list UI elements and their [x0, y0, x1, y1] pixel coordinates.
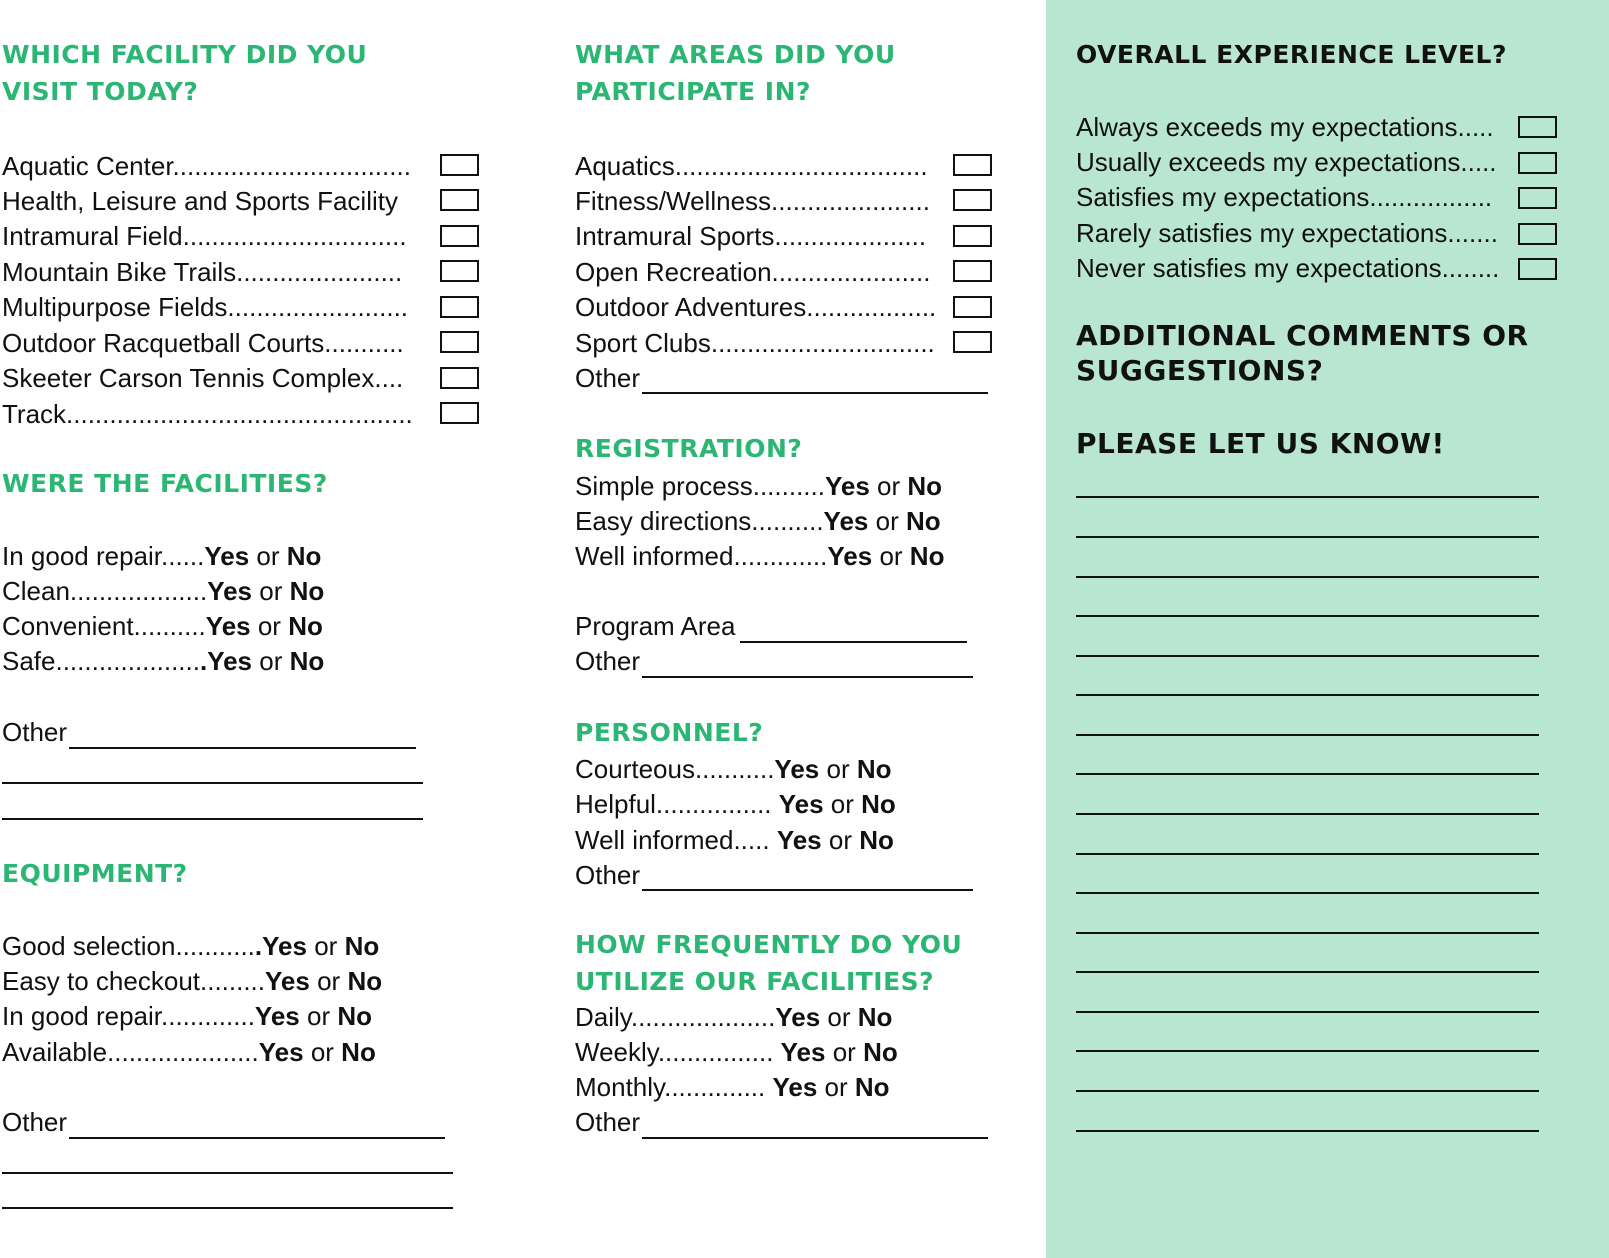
comment-line[interactable]: [1076, 892, 1539, 894]
registration-other-label: Other: [575, 646, 641, 676]
comment-line[interactable]: [1076, 536, 1539, 538]
frequency-heading-line-1: HOW FREQUENTLY DO YOU: [575, 930, 963, 959]
no-option[interactable]: No: [337, 1001, 373, 1031]
facility-heading-line-2: VISIT TODAY?: [2, 77, 199, 106]
yes-option[interactable]: Yes: [775, 1002, 821, 1032]
experience-checkbox-always[interactable]: [1518, 116, 1557, 138]
facility-heading: [2, 36, 367, 110]
frequency-heading-line-2: UTILIZE OUR FACILITIES?: [575, 967, 935, 996]
comment-line[interactable]: [1076, 576, 1539, 578]
comment-line[interactable]: [1076, 496, 1539, 498]
frequency-row: Daily....................Yes or No: [575, 1002, 893, 1032]
no-option[interactable]: No: [289, 646, 325, 676]
experience-checkbox-satisfies[interactable]: [1518, 187, 1557, 209]
facilities-other-label: Other: [2, 717, 68, 747]
areas-other-line[interactable]: [642, 392, 988, 394]
comment-line[interactable]: [1076, 615, 1539, 617]
area-item-label: Open Recreation......................: [575, 257, 931, 287]
area-item-label: Outdoor Adventures..................: [575, 292, 937, 322]
registration-row: Simple process..........Yes or No: [575, 471, 943, 501]
area-item-label: Fitness/Wellness......................: [575, 186, 930, 216]
comment-line[interactable]: [1076, 773, 1539, 775]
personnel-row: Courteous...........Yes or No: [575, 754, 892, 784]
facility-checkbox-racquetball[interactable]: [440, 331, 479, 353]
facilities-other-line[interactable]: [2, 818, 423, 820]
equipment-row: Easy to checkout.........Yes or No: [2, 966, 383, 996]
comment-line[interactable]: [1076, 1090, 1539, 1092]
equipment-other-line[interactable]: [69, 1137, 445, 1139]
facilities-other-line[interactable]: [69, 747, 416, 749]
facility-checkbox-multipurpose[interactable]: [440, 296, 479, 318]
no-option[interactable]: No: [857, 1002, 893, 1032]
condition-row: In good repair......Yes or No: [2, 541, 322, 571]
equipment-row: In good repair.............Yes or No: [2, 1001, 373, 1031]
yes-option[interactable]: Yes: [254, 1001, 300, 1031]
facility-item-label: Multipurpose Fields.........................: [2, 292, 409, 322]
facility-item-label: Track................................................: [2, 399, 413, 429]
facility-checkbox-aquatic-center[interactable]: [440, 154, 479, 176]
yes-option[interactable]: .Yes: [254, 931, 307, 961]
equipment-row: Available.....................Yes or No: [2, 1037, 376, 1067]
area-checkbox-outdoor-adventures[interactable]: [953, 296, 992, 318]
comment-line[interactable]: [1076, 853, 1539, 855]
comment-line[interactable]: [1076, 1011, 1539, 1013]
comment-line[interactable]: [1076, 1050, 1539, 1052]
equipment-heading: EQUIPMENT?: [2, 859, 188, 888]
no-option[interactable]: No: [909, 541, 945, 571]
area-item-label: Sport Clubs...............................: [575, 328, 935, 358]
frequency-row: Monthly.............. Yes or No: [575, 1072, 890, 1102]
equipment-row: Good selection............Yes or No: [2, 931, 380, 961]
registration-row: Well informed.............Yes or No: [575, 541, 945, 571]
yes-option[interactable]: Yes: [204, 541, 250, 571]
yes-option[interactable]: Yes: [772, 1072, 818, 1102]
personnel-heading: PERSONNEL?: [575, 718, 764, 747]
facility-item-label: Intramural Field...............................: [2, 221, 407, 251]
experience-option-label: Never satisfies my expectations........: [1076, 253, 1500, 283]
facilities-other-line[interactable]: [2, 782, 423, 784]
experience-option-label: Usually exceeds my expectations.....: [1076, 147, 1497, 177]
condition-row: Clean...................Yes or No: [2, 576, 325, 606]
experience-option-label: Rarely satisfies my expectations.......: [1076, 218, 1498, 248]
comments-heading: [1076, 318, 1529, 388]
equipment-other-label: Other: [2, 1107, 68, 1137]
no-option[interactable]: No: [907, 471, 943, 501]
no-option[interactable]: No: [859, 825, 894, 855]
no-option[interactable]: No: [861, 789, 896, 819]
program-area-label: Program Area: [575, 611, 736, 641]
registration-heading: REGISTRATION?: [575, 434, 803, 463]
no-option[interactable]: No: [341, 1037, 376, 1067]
area-checkbox-aquatics[interactable]: [953, 154, 992, 176]
facility-item-label: Health, Leisure and Sports Facility: [2, 186, 398, 216]
column-facilities: [0, 0, 540, 1258]
no-option[interactable]: No: [286, 541, 322, 571]
comment-line[interactable]: [1076, 932, 1539, 934]
facility-item-label: Mountain Bike Trails.......................: [2, 257, 403, 287]
program-area-line[interactable]: [740, 641, 967, 643]
condition-row: Convenient..........Yes or No: [2, 611, 323, 641]
area-checkbox-intramural[interactable]: [953, 225, 992, 247]
comment-line[interactable]: [1076, 1130, 1539, 1132]
comment-line[interactable]: [1076, 734, 1539, 736]
yes-option[interactable]: Yes: [778, 789, 824, 819]
comment-line[interactable]: [1076, 694, 1539, 696]
personnel-other-label: Other: [575, 860, 641, 890]
no-option[interactable]: No: [347, 966, 383, 996]
yes-option[interactable]: Yes: [824, 471, 870, 501]
facility-checkbox-tennis[interactable]: [440, 367, 479, 389]
personnel-row: Helpful................ Yes or No: [575, 789, 896, 819]
no-option[interactable]: No: [905, 506, 941, 536]
areas-heading-line-2: PARTICIPATE IN?: [575, 77, 812, 106]
yes-option[interactable]: Yes: [774, 754, 820, 784]
facility-checkbox-health-leisure[interactable]: [440, 189, 479, 211]
experience-checkbox-usually[interactable]: [1518, 152, 1557, 174]
comment-line[interactable]: [1076, 971, 1539, 973]
areas-heading-line-1: WHAT AREAS DID YOU: [575, 40, 896, 69]
frequency-row: Weekly................ Yes or No: [575, 1037, 898, 1067]
facility-item-label: Outdoor Racquetball Courts...........: [2, 328, 404, 358]
frequency-other-line[interactable]: [642, 1137, 988, 1139]
condition-row: Safe.....................Yes or No: [2, 646, 325, 676]
equipment-other-line[interactable]: [2, 1207, 453, 1209]
facilities-condition-heading: WERE THE FACILITIES?: [2, 469, 328, 498]
no-option[interactable]: No: [854, 1072, 890, 1102]
frequency-heading: [575, 926, 962, 1000]
registration-other-line[interactable]: [642, 676, 973, 678]
areas-heading: [575, 36, 896, 110]
experience-option-label: Always exceeds my expectations.....: [1076, 112, 1494, 142]
yes-option[interactable]: Yes: [258, 1037, 304, 1067]
area-checkbox-fitness[interactable]: [953, 189, 992, 211]
comments-heading-line-1: ADDITIONAL COMMENTS OR: [1076, 319, 1529, 352]
facility-item-label: Aquatic Center.................................: [2, 151, 411, 181]
comment-line[interactable]: [1076, 813, 1539, 815]
yes-option[interactable]: Yes: [823, 506, 869, 536]
yes-option[interactable]: Yes: [780, 1037, 826, 1067]
equipment-other-line[interactable]: [2, 1172, 453, 1174]
yes-option[interactable]: Yes: [776, 825, 822, 855]
areas-other-label: Other: [575, 363, 641, 393]
experience-checkbox-never[interactable]: [1518, 258, 1557, 280]
no-option[interactable]: No: [289, 576, 325, 606]
experience-checkbox-rarely[interactable]: [1518, 223, 1557, 245]
comment-line[interactable]: [1076, 655, 1539, 657]
area-checkbox-open-recreation[interactable]: [953, 260, 992, 282]
area-item-label: Aquatics...................................: [575, 151, 928, 181]
no-option[interactable]: No: [288, 611, 323, 641]
personnel-other-line[interactable]: [642, 889, 973, 891]
yes-option[interactable]: Yes: [265, 966, 310, 996]
yes-option[interactable]: Yes: [207, 576, 253, 606]
yes-option[interactable]: Yes: [827, 541, 873, 571]
area-checkbox-sport-clubs[interactable]: [953, 331, 992, 353]
yes-option[interactable]: Yes: [205, 611, 251, 641]
no-option[interactable]: No: [856, 754, 892, 784]
column-experience-panel: [1046, 0, 1609, 1258]
facility-checkbox-mountain-bike[interactable]: [440, 260, 479, 282]
facility-checkbox-intramural-field[interactable]: [440, 225, 479, 247]
comments-heading-line-2: SUGGESTIONS?: [1076, 354, 1324, 387]
experience-option-label: Satisfies my expectations.................: [1076, 182, 1493, 212]
personnel-row: Well informed..... Yes or No: [575, 825, 894, 855]
no-option[interactable]: No: [863, 1037, 898, 1067]
area-item-label: Intramural Sports.....................: [575, 221, 927, 251]
let-us-know-heading: PLEASE LET US KNOW!: [1076, 427, 1445, 460]
no-option[interactable]: No: [344, 931, 380, 961]
facility-checkbox-track[interactable]: [440, 402, 479, 424]
facility-heading-line-1: WHICH FACILITY DID YOU: [2, 40, 368, 69]
facility-item-label: Skeeter Carson Tennis Complex....: [2, 363, 404, 393]
experience-heading: OVERALL EXPERIENCE LEVEL?: [1076, 40, 1507, 69]
column-participation: [573, 0, 1043, 1258]
registration-row: Easy directions..........Yes or No: [575, 506, 941, 536]
yes-option[interactable]: .Yes: [199, 646, 253, 676]
frequency-other-label: Other: [575, 1107, 641, 1137]
